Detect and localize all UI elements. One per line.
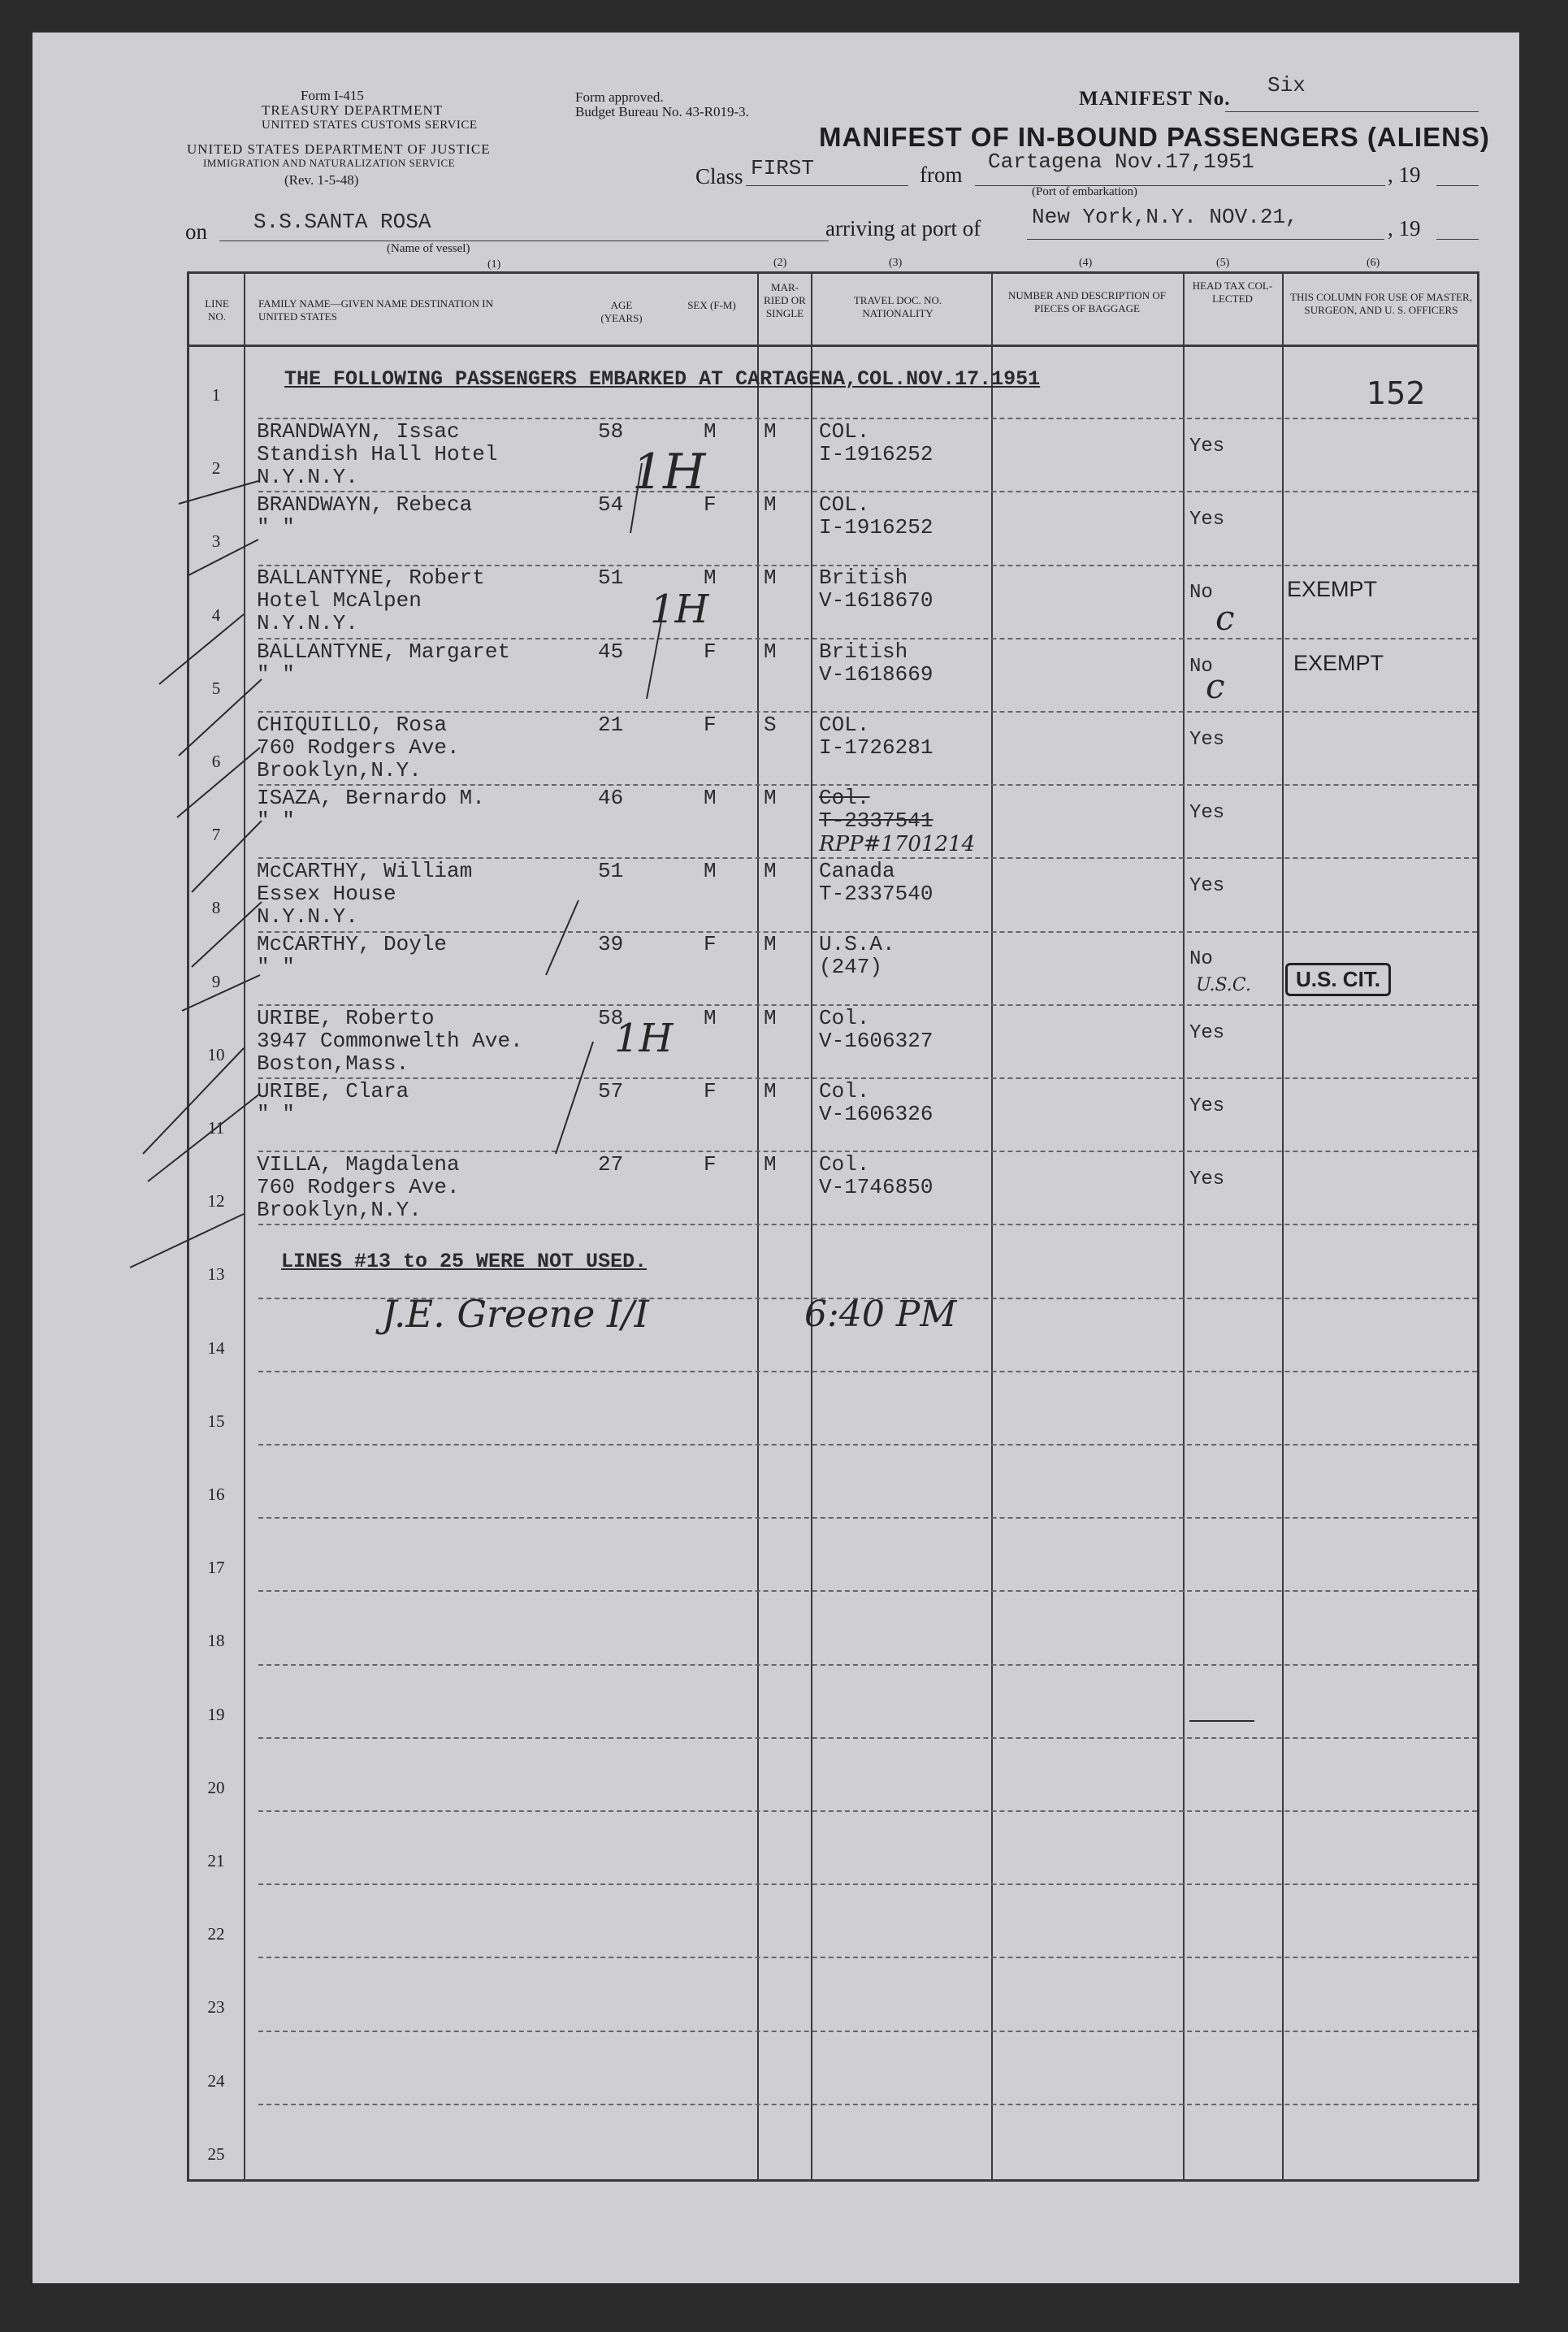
line-number: 15 bbox=[207, 1411, 225, 1431]
passenger-sex: F bbox=[704, 492, 717, 518]
passenger-destination: Essex House bbox=[257, 882, 396, 907]
arrival-port-value: New York,N.Y. NOV.21, bbox=[1032, 205, 1298, 229]
passenger-doc-no: I-1916252 bbox=[819, 515, 933, 540]
passenger-sex: F bbox=[704, 1078, 717, 1103]
treasury-label: TREASURY DEPARTMENT bbox=[262, 102, 444, 118]
handwritten-tax-mark: U.S.C. bbox=[1196, 975, 1251, 995]
head-tax-value: No bbox=[1189, 582, 1213, 605]
passenger-destination: Hotel McAlpen bbox=[257, 588, 422, 613]
us-citizen-stamp: U.S. CIT. bbox=[1285, 963, 1391, 996]
line-number: 4 bbox=[211, 605, 221, 625]
class-value: FIRST bbox=[751, 156, 815, 180]
passenger-name: BRANDWAYN, Issac bbox=[257, 419, 460, 444]
passenger-name: URIBE, Clara bbox=[257, 1078, 409, 1103]
passenger-age: 46 bbox=[598, 786, 624, 810]
embark-note: THE FOLLOWING PASSENGERS EMBARKED AT CARTAGENA,COL.NOV.17.1951 bbox=[284, 367, 1041, 391]
head-tax-value: No bbox=[1189, 948, 1213, 971]
passenger-destination: " " bbox=[257, 955, 295, 980]
col-number: (3) bbox=[889, 257, 903, 269]
line-number: 21 bbox=[207, 1851, 225, 1870]
passenger-name: BRANDWAYN, Rebeca bbox=[257, 492, 473, 518]
handwritten-time: 6:40 PM bbox=[804, 1294, 957, 1335]
on-label: on bbox=[185, 219, 207, 244]
line-number: 17 bbox=[207, 1558, 225, 1578]
passenger-age: 58 bbox=[598, 1005, 624, 1030]
header-age: AGE (YEARS) bbox=[600, 299, 643, 324]
passenger-age: 57 bbox=[598, 1078, 624, 1103]
handwritten-initials: 1H bbox=[650, 587, 709, 632]
line-number: 3 bbox=[211, 531, 221, 552]
line-number: 1 bbox=[211, 385, 221, 405]
passenger-destination: " " bbox=[257, 808, 295, 833]
passenger-destination: Brooklyn,N.Y. bbox=[257, 757, 422, 782]
passenger-nationality: U.S.A. bbox=[819, 932, 895, 957]
head-tax-value: Yes bbox=[1189, 436, 1225, 457]
passenger-age: 27 bbox=[598, 1152, 624, 1177]
head-tax-value: No bbox=[1189, 655, 1213, 678]
not-used-note: LINES #13 to 25 WERE NOT USED. bbox=[281, 1250, 648, 1273]
passenger-sex: F bbox=[704, 932, 717, 957]
passenger-doc-no: T-2337540 bbox=[819, 882, 933, 907]
handwritten-tax-mark: c bbox=[1215, 598, 1235, 638]
exempt-stamp: EXEMPT bbox=[1287, 577, 1378, 602]
line-number: 25 bbox=[207, 2143, 225, 2164]
passenger-name: VILLA, Magdalena bbox=[257, 1152, 460, 1177]
header-name: FAMILY NAME—GIVEN NAME DESTINATION IN UNITED STATES bbox=[258, 297, 494, 323]
passenger-married: M bbox=[764, 566, 777, 591]
header-married: MAR-RIED OR SINGLE bbox=[764, 281, 806, 319]
passenger-destination: N.Y.N.Y. bbox=[257, 465, 358, 489]
passenger-married: M bbox=[764, 786, 777, 810]
manifest-title: MANIFEST OF IN-BOUND PASSENGERS (ALIENS) bbox=[819, 122, 1490, 152]
line-number: 5 bbox=[211, 678, 221, 698]
line-number: 10 bbox=[207, 1044, 225, 1064]
customs-label: UNITED STATES CUSTOMS SERVICE bbox=[262, 119, 478, 132]
page-mark: 152 bbox=[1367, 375, 1426, 411]
passenger-sex: F bbox=[704, 639, 717, 664]
budget-bureau: Budget Bureau No. 43-R019-3. bbox=[575, 104, 749, 119]
line-number: 19 bbox=[207, 1704, 225, 1724]
head-tax-value: Yes bbox=[1189, 1094, 1225, 1117]
passenger-sex: M bbox=[704, 1005, 717, 1030]
line-number: 11 bbox=[207, 1118, 225, 1138]
ins-label: IMMIGRATION AND NATURALIZATION SERVICE bbox=[203, 157, 456, 169]
passenger-nationality: Canada bbox=[819, 859, 895, 884]
passenger-destination: " " bbox=[257, 515, 295, 540]
manifest-no-value: Six bbox=[1267, 73, 1306, 98]
passenger-married: M bbox=[764, 1152, 777, 1177]
col-number: (4) bbox=[1079, 257, 1093, 269]
passenger-doc-no: (247) bbox=[819, 955, 883, 980]
line-number: 13 bbox=[207, 1264, 225, 1285]
line-number: 20 bbox=[207, 1777, 225, 1797]
passenger-age: 21 bbox=[598, 712, 624, 737]
line-number: 12 bbox=[207, 1191, 225, 1212]
passenger-age: 58 bbox=[598, 419, 624, 444]
passenger-doc-no: V-1618669 bbox=[819, 661, 933, 687]
passenger-destination: Standish Hall Hotel bbox=[257, 442, 498, 466]
passenger-nationality: Col. bbox=[819, 1078, 870, 1103]
line-number: 18 bbox=[207, 1631, 225, 1651]
head-tax-value: Yes bbox=[1189, 802, 1225, 824]
year-label-1: , 19 bbox=[1388, 163, 1421, 187]
header-line-no: LINE NO. bbox=[205, 297, 229, 323]
class-label: Class bbox=[695, 164, 743, 189]
vessel-caption: (Name of vessel) bbox=[387, 242, 470, 255]
passenger-sex: M bbox=[704, 419, 717, 444]
passenger-destination: " " bbox=[257, 661, 295, 687]
passenger-nationality: COL. bbox=[819, 419, 870, 444]
passenger-destination: N.Y.N.Y. bbox=[257, 611, 358, 636]
passenger-doc-no: V-1746850 bbox=[819, 1175, 933, 1199]
head-tax-value: Yes bbox=[1189, 728, 1225, 751]
head-tax-value: Yes bbox=[1189, 509, 1225, 531]
from-label: from bbox=[920, 163, 963, 187]
line-number: 8 bbox=[211, 898, 221, 918]
passenger-nationality: COL. bbox=[819, 712, 870, 737]
col-number: (6) bbox=[1367, 257, 1380, 269]
passenger-age: 45 bbox=[598, 639, 624, 664]
arriving-label: arriving at port of bbox=[825, 216, 981, 241]
passenger-name: ISAZA, Bernardo M. bbox=[257, 786, 485, 810]
revision-label: (Rev. 1-5-48) bbox=[284, 172, 359, 188]
passenger-name: BALLANTYNE, Margaret bbox=[257, 639, 511, 664]
form-number: Form I-415 bbox=[301, 88, 364, 103]
passenger-nationality: Col. bbox=[819, 1005, 870, 1030]
passenger-sex: M bbox=[704, 859, 717, 884]
passenger-nationality: British bbox=[819, 566, 908, 591]
passenger-name: URIBE, Roberto bbox=[257, 1005, 435, 1030]
from-value: Cartagena Nov.17,1951 bbox=[988, 150, 1254, 174]
passenger-married: M bbox=[764, 859, 777, 884]
header-sex: SEX (F-M) bbox=[687, 299, 736, 311]
passenger-married: M bbox=[764, 1005, 777, 1030]
passenger-destination: 760 Rodgers Ave. bbox=[257, 1175, 460, 1199]
passenger-sex: M bbox=[704, 786, 717, 810]
passenger-nationality: Col. bbox=[819, 786, 870, 810]
passenger-doc-no: V-1606327 bbox=[819, 1028, 933, 1053]
head-tax-value: Yes bbox=[1189, 875, 1225, 898]
line-number: 6 bbox=[211, 752, 221, 771]
header-travel-doc: TRAVEL DOC. NO. NATIONALITY bbox=[853, 294, 942, 319]
line-number: 23 bbox=[207, 1997, 225, 2018]
line-number: 14 bbox=[207, 1337, 225, 1358]
passenger-doc-no: I-1726281 bbox=[819, 735, 933, 760]
line-number: 7 bbox=[211, 825, 221, 845]
passenger-doc-no: I-1916252 bbox=[819, 442, 933, 466]
passenger-doc-no: V-1618670 bbox=[819, 588, 933, 613]
col-number: (5) bbox=[1216, 257, 1230, 269]
col-number: (1) bbox=[487, 258, 501, 271]
passenger-sex: F bbox=[704, 712, 717, 737]
header-officers: THIS COLUMN FOR USE OF MASTER, SURGEON, AND U. S. OFFICERS bbox=[1290, 291, 1472, 316]
handwritten-signature: J.E. Greene I/I bbox=[382, 1292, 649, 1336]
justice-label: UNITED STATES DEPARTMENT OF JUSTICE bbox=[187, 141, 491, 157]
passenger-married: M bbox=[764, 492, 777, 518]
passenger-destination: " " bbox=[257, 1101, 295, 1126]
handwritten-initials: 1H bbox=[632, 444, 706, 501]
passenger-married: M bbox=[764, 1078, 777, 1103]
passenger-sex: F bbox=[704, 1152, 717, 1177]
passenger-nationality: British bbox=[819, 639, 908, 664]
line-number: 2 bbox=[211, 458, 221, 479]
passenger-destination: Brooklyn,N.Y. bbox=[257, 1198, 422, 1222]
line-number: 16 bbox=[207, 1485, 225, 1504]
passenger-doc-no: V-1606326 bbox=[819, 1101, 933, 1126]
exempt-stamp: EXEMPT bbox=[1293, 650, 1384, 675]
manifest-no-label: MANIFEST No. bbox=[1079, 88, 1231, 110]
passenger-doc-no: T-2337541 bbox=[819, 808, 933, 833]
vessel-value: S.S.SANTA ROSA bbox=[253, 210, 431, 234]
passenger-destination: 3947 Commonwelth Ave. bbox=[257, 1028, 523, 1053]
head-tax-value: Yes bbox=[1189, 1021, 1225, 1044]
passenger-nationality: Col. bbox=[819, 1152, 870, 1177]
passenger-married: M bbox=[764, 932, 777, 957]
passenger-destination: Boston,Mass. bbox=[257, 1051, 409, 1076]
handwritten-rpp: RPP#1701214 bbox=[819, 832, 976, 856]
handwritten-tax-mark: c bbox=[1206, 666, 1225, 706]
passenger-destination: N.Y.N.Y. bbox=[257, 904, 358, 930]
passenger-sex: M bbox=[704, 566, 717, 591]
col-number: (2) bbox=[773, 257, 787, 269]
passenger-age: 54 bbox=[598, 492, 624, 518]
line-number: 22 bbox=[207, 1924, 225, 1944]
form-approved: Form approved. bbox=[575, 89, 664, 105]
line-number: 24 bbox=[207, 2070, 225, 2091]
passenger-name: McCARTHY, Doyle bbox=[257, 932, 448, 957]
passenger-name: McCARTHY, William bbox=[257, 859, 473, 884]
port-embark-caption: (Port of embarkation) bbox=[1032, 185, 1137, 198]
line-number: 9 bbox=[211, 971, 221, 991]
header-head-tax: HEAD TAX COL-LECTED bbox=[1192, 280, 1273, 305]
head-tax-value: Yes bbox=[1189, 1168, 1225, 1190]
passenger-name: CHIQUILLO, Rosa bbox=[257, 712, 448, 737]
header-baggage: NUMBER AND DESCRIPTION OF PIECES OF BAGGAGE bbox=[1008, 289, 1166, 314]
passenger-name: BALLANTYNE, Robert bbox=[257, 566, 485, 591]
passenger-married: M bbox=[764, 639, 777, 664]
handwritten-initials: 1H bbox=[614, 1016, 674, 1061]
passenger-married: S bbox=[764, 712, 777, 737]
passenger-age: 51 bbox=[598, 859, 624, 884]
passenger-nationality: COL. bbox=[819, 492, 870, 518]
passenger-married: M bbox=[764, 419, 777, 444]
passenger-age: 51 bbox=[598, 566, 624, 591]
passenger-destination: 760 Rodgers Ave. bbox=[257, 735, 460, 760]
year-label-2: , 19 bbox=[1388, 216, 1421, 241]
passenger-age: 39 bbox=[598, 932, 624, 957]
